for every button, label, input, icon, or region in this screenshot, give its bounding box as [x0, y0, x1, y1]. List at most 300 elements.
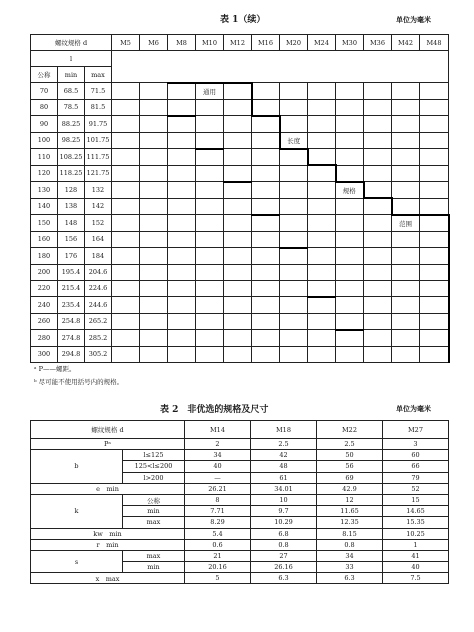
- t1-grid-cell: [364, 99, 392, 116]
- t1-grid-cell: [196, 264, 224, 280]
- t1-grid-cell: [392, 248, 420, 265]
- t1-grid-cell: [280, 231, 308, 248]
- table-row: [31, 231, 449, 248]
- t1-grid-cell: [308, 215, 336, 232]
- t1-grid-cell: [280, 264, 308, 280]
- t1-grid-cell: [112, 330, 140, 347]
- table-row: [31, 539, 449, 550]
- t1-grid-cell: [252, 248, 280, 265]
- t1-grid-cell: [196, 313, 224, 330]
- table-row: [31, 248, 449, 265]
- t2-cell: 8.15: [317, 528, 383, 539]
- t2-cell: 10: [251, 494, 317, 505]
- t1-grid-cell: [168, 280, 196, 297]
- t2-cell: 69: [317, 472, 383, 483]
- t1-cell: 128: [58, 182, 85, 199]
- t1-grid-cell: [252, 231, 280, 248]
- table-row: [31, 439, 449, 450]
- t2-cell: 66: [383, 461, 449, 472]
- t1-grid-cell: [140, 83, 168, 100]
- t1-grid-cell: [196, 215, 224, 232]
- t1-cell: 265.2: [85, 313, 112, 330]
- t1-size: M20: [280, 35, 308, 51]
- t1-size: M5: [112, 35, 140, 51]
- t1-grid-cell: [364, 198, 392, 215]
- t1-header-label: 螺纹规格 d: [31, 35, 112, 51]
- table-row: [31, 450, 449, 461]
- t1-grid-cell: [392, 346, 420, 362]
- t1-grid-cell: [168, 248, 196, 265]
- t1-grid-cell: [336, 330, 364, 347]
- t1-grid-cell: [140, 330, 168, 347]
- t1-cell: 305.2: [85, 346, 112, 362]
- t2-label: kw min: [31, 528, 185, 539]
- t1-grid-cell: [280, 198, 308, 215]
- t1-cell: 235.4: [58, 297, 85, 314]
- t1-grid-cell: [140, 99, 168, 116]
- t1-grid-cell: [280, 182, 308, 199]
- t1-grid-cell: [420, 215, 449, 232]
- t1-grid-cell: [224, 313, 252, 330]
- t2-cell: 15.35: [383, 517, 449, 528]
- t1-grid-cell: [224, 198, 252, 215]
- t1-grid-cell: [336, 149, 364, 166]
- t1-grid-cell: [364, 264, 392, 280]
- t1-grid-cell: [252, 297, 280, 314]
- t1-grid-cell: [168, 264, 196, 280]
- t1-grid-cell: [224, 346, 252, 362]
- t1-grid-cell: [308, 99, 336, 116]
- t1-grid-cell: [196, 248, 224, 265]
- t1-cell: 71.5: [85, 83, 112, 100]
- t1-grid-cell: [252, 116, 280, 133]
- table-row: [31, 215, 449, 232]
- t1-cell: 152: [85, 215, 112, 232]
- t1-grid-cell: [308, 297, 336, 314]
- t1-grid-cell: [140, 116, 168, 133]
- t2-label: r min: [31, 539, 185, 550]
- t1-grid-cell: [392, 165, 420, 182]
- t2-cell: 1: [383, 539, 449, 550]
- t2-cell: 6.3: [317, 573, 383, 584]
- table-row: [31, 182, 449, 199]
- note-b: ᵇ 尽可能不使用括号内的规格。: [34, 378, 124, 386]
- t2-cond: l≤125: [123, 450, 185, 461]
- table-row: [31, 297, 449, 314]
- t1-grid-cell: [196, 182, 224, 199]
- t1-cell: 274.8: [58, 330, 85, 347]
- t1-grid-cell: [420, 280, 449, 297]
- t2-cell: 26.16: [251, 562, 317, 573]
- t1-grid-cell: [112, 132, 140, 149]
- t1-grid-cell: [420, 99, 449, 116]
- t1-grid-cell: [112, 116, 140, 133]
- t1-cell: 224.6: [85, 280, 112, 297]
- t2-cell: 6.3: [251, 573, 317, 584]
- t1-grid-cell: [392, 99, 420, 116]
- t1-grid-cell: [196, 116, 224, 133]
- t1-grid-cell: [112, 346, 140, 362]
- t1-grid-cell: [168, 99, 196, 116]
- t1-grid-cell: [140, 346, 168, 362]
- t1-grid-cell: [112, 248, 140, 265]
- table2: [30, 420, 449, 584]
- t1-grid-cell: [308, 149, 336, 166]
- t1-cell: 78.5: [58, 99, 85, 116]
- table-row: [31, 264, 449, 280]
- t1-cell: 244.6: [85, 297, 112, 314]
- t2-cell: 20.16: [185, 562, 251, 573]
- t1-cell: 140: [31, 198, 58, 215]
- t1-grid-cell: [392, 297, 420, 314]
- t1-grid-cell: [336, 313, 364, 330]
- t1-grid-cell: [196, 330, 224, 347]
- t1-cell: 138: [58, 198, 85, 215]
- t1-size: M36: [364, 35, 392, 51]
- t1-grid-cell: [252, 313, 280, 330]
- t1-grid-cell: [336, 231, 364, 248]
- t1-grid-cell: [168, 198, 196, 215]
- t1-grid-cell: [252, 330, 280, 347]
- t2-size: M14: [185, 421, 251, 439]
- t1-grid-cell: [392, 280, 420, 297]
- t1-grid-cell: [364, 182, 392, 199]
- t1-grid-cell: [140, 149, 168, 166]
- t1-grid-cell: [112, 215, 140, 232]
- t1-grid-cell: [420, 132, 449, 149]
- t1-cell: 200: [31, 264, 58, 280]
- t1-grid-cell: [336, 198, 364, 215]
- t1-cell: 68.5: [58, 83, 85, 100]
- t2-cell: 15: [383, 494, 449, 505]
- t1-grid-cell: [420, 231, 449, 248]
- t1-size: M8: [168, 35, 196, 51]
- t1-grid-cell: [364, 248, 392, 265]
- table-row: [31, 149, 449, 166]
- t1-grid-cell: [140, 215, 168, 232]
- t2-cell: 56: [317, 461, 383, 472]
- t2-cell: 2.5: [317, 439, 383, 450]
- t1-grid-cell: [224, 264, 252, 280]
- t1-cell: 101.75: [85, 132, 112, 149]
- t1-grid-cell: [392, 264, 420, 280]
- t1-grid-cell: [336, 83, 364, 100]
- t1-grid-cell: [168, 149, 196, 166]
- t1-grid-cell: [112, 99, 140, 116]
- t1-grid-cell: [140, 231, 168, 248]
- t1-grid-cell: [364, 132, 392, 149]
- region-label: 范围: [392, 215, 420, 232]
- t1-grid-cell: [420, 149, 449, 166]
- region-label: 长度: [280, 132, 308, 149]
- t1-cell: 120: [31, 165, 58, 182]
- table-row: [31, 483, 449, 494]
- t1-cell: 121.75: [85, 165, 112, 182]
- table2-unit: 单位为毫米: [396, 404, 431, 413]
- t1-grid-cell: [280, 83, 308, 100]
- t1-grid-cell: [308, 165, 336, 182]
- t2-cell: 6.8: [251, 528, 317, 539]
- t1-grid-cell: [308, 264, 336, 280]
- t2-cond: 125<l≤200: [123, 461, 185, 472]
- t2-cond: max: [123, 550, 185, 561]
- t1-grid-cell: [280, 99, 308, 116]
- t2-cell: 27: [251, 550, 317, 561]
- t1-grid-cell: [420, 313, 449, 330]
- t1-grid-cell: [336, 264, 364, 280]
- t2-cell: 14.65: [383, 506, 449, 517]
- t2-cell: 33: [317, 562, 383, 573]
- t1-grid-cell: [224, 165, 252, 182]
- t1-grid-cell: [364, 297, 392, 314]
- t1-cell: 294.8: [58, 346, 85, 362]
- t1-grid-cell: [336, 297, 364, 314]
- t2-size: M27: [383, 421, 449, 439]
- t1-grid-cell: [420, 248, 449, 265]
- t1-cell: 220: [31, 280, 58, 297]
- t1-cell: 180: [31, 248, 58, 265]
- t1-grid-cell: [280, 248, 308, 265]
- t1-cell: 148: [58, 215, 85, 232]
- t1-grid-cell: [224, 330, 252, 347]
- t1-grid-cell: [280, 116, 308, 133]
- t1-grid-cell: [280, 297, 308, 314]
- t1-grid-cell: [420, 182, 449, 199]
- t1-grid-cell: [112, 149, 140, 166]
- t1-grid-cell: [364, 280, 392, 297]
- t1-grid-cell: [280, 149, 308, 166]
- t1-grid-cell: [196, 149, 224, 166]
- t2-cell: 79: [383, 472, 449, 483]
- t1-grid-cell: [420, 116, 449, 133]
- t1-grid-cell: [168, 313, 196, 330]
- t2-label: x max: [31, 573, 185, 584]
- t1-grid-cell: [364, 231, 392, 248]
- t2-cond: 公称: [123, 494, 185, 505]
- region-label: 规格: [336, 182, 364, 199]
- t1-grid-cell: [140, 280, 168, 297]
- t1-grid-cell: [420, 83, 449, 100]
- t1-grid-cell: [308, 182, 336, 199]
- note-a: ᵃ P——螺距。: [34, 365, 76, 373]
- t1-size: M16: [252, 35, 280, 51]
- t2-cell: 40: [185, 461, 251, 472]
- t1-grid-cell: [280, 215, 308, 232]
- t1-cell: 130: [31, 182, 58, 199]
- t1-size: M10: [196, 35, 224, 51]
- t1-grid-cell: [392, 83, 420, 100]
- t2-cell: 0.8: [251, 539, 317, 550]
- table-row: [31, 494, 449, 505]
- t2-label: s: [31, 550, 123, 572]
- t2-cell: 10.25: [383, 528, 449, 539]
- t2-header-label: 螺纹规格 d: [31, 421, 185, 439]
- t2-cond: min: [123, 562, 185, 573]
- t2-cell: 7.71: [185, 506, 251, 517]
- t2-cell: 8.29: [185, 517, 251, 528]
- t1-grid-cell: [196, 346, 224, 362]
- t1-grid-cell: [392, 116, 420, 133]
- t1-grid-cell: [252, 346, 280, 362]
- table-header-row: [31, 35, 449, 51]
- t1-size: M12: [224, 35, 252, 51]
- t1-grid-cell: [140, 313, 168, 330]
- t1-cell: 70: [31, 83, 58, 100]
- t2-cell: 40: [383, 562, 449, 573]
- t1-grid-cell: [252, 83, 280, 100]
- t1-grid-cell: [112, 280, 140, 297]
- t1-grid-cell: [112, 231, 140, 248]
- table1-caption: 表 1（续）: [220, 15, 266, 25]
- t1-cell: 111.75: [85, 149, 112, 166]
- t1-grid-cell: [168, 165, 196, 182]
- t1-grid-cell: [336, 132, 364, 149]
- t1-grid-cell: [140, 248, 168, 265]
- t1-grid-cell: [420, 165, 449, 182]
- t1-grid-cell: [392, 149, 420, 166]
- t2-cond: max: [123, 517, 185, 528]
- t1-grid-cell: [392, 132, 420, 149]
- t2-cell: 11.65: [317, 506, 383, 517]
- t2-cell: 26.21: [185, 483, 251, 494]
- t1-grid-cell: [112, 264, 140, 280]
- t1-grid-cell: [168, 83, 196, 100]
- t1-grid-cell: [308, 346, 336, 362]
- t1-grid-cell: [196, 165, 224, 182]
- t1-grid-cell: [140, 198, 168, 215]
- t1-grid-cell: [252, 132, 280, 149]
- table-row: [31, 116, 449, 133]
- t1-grid-cell: [420, 297, 449, 314]
- t1-grid-cell: [364, 346, 392, 362]
- t1-cell: 132: [85, 182, 112, 199]
- t1-grid-cell: [252, 280, 280, 297]
- t1-grid-cell: [336, 116, 364, 133]
- t1-cell: 81.5: [85, 99, 112, 116]
- t2-label: b: [31, 450, 123, 484]
- t1-grid-cell: [252, 149, 280, 166]
- t1-grid-cell: [112, 165, 140, 182]
- t2-cell: 34: [185, 450, 251, 461]
- table-row: [31, 280, 449, 297]
- t2-label: Pᵃ: [31, 439, 185, 450]
- t1-grid-cell: [392, 231, 420, 248]
- t1-cell: 195.4: [58, 264, 85, 280]
- t2-cell: 12: [317, 494, 383, 505]
- t1-grid-cell: [280, 346, 308, 362]
- t1-cell: 142: [85, 198, 112, 215]
- t2-cell: 9.7: [251, 506, 317, 517]
- t1-grid-cell: [196, 132, 224, 149]
- t1-grid-cell: [168, 297, 196, 314]
- t1-grid-cell: [140, 297, 168, 314]
- t1-grid-cell: [336, 346, 364, 362]
- t1-size: M48: [420, 35, 449, 51]
- table-row: [31, 528, 449, 539]
- t1-grid-cell: [112, 182, 140, 199]
- t1-subheader: min: [58, 67, 85, 83]
- t2-cell: 12.35: [317, 517, 383, 528]
- t1-grid-cell: [140, 165, 168, 182]
- t1-grid-cell: [140, 132, 168, 149]
- t1-cell: 88.25: [58, 116, 85, 133]
- t1-grid-cell: [364, 313, 392, 330]
- t1-size: M42: [392, 35, 420, 51]
- t2-cell: 2: [185, 439, 251, 450]
- t1-l-label: l: [31, 51, 112, 67]
- t1-grid-cell: [224, 231, 252, 248]
- t1-grid-cell: [224, 132, 252, 149]
- t1-grid-cell: [252, 198, 280, 215]
- t2-cell: —: [185, 472, 251, 483]
- table2-caption: 表 2 非优选的规格及尺寸: [160, 405, 269, 415]
- t1-grid-cell: [224, 297, 252, 314]
- t1-grid-cell: [308, 231, 336, 248]
- t1-cell: 108.25: [58, 149, 85, 166]
- t1-grid-cell: [420, 264, 449, 280]
- t2-cell: 0.8: [317, 539, 383, 550]
- t1-grid-cell: [336, 99, 364, 116]
- t1-grid-cell: [112, 297, 140, 314]
- t1-grid-cell: [224, 248, 252, 265]
- t1-cell: 240: [31, 297, 58, 314]
- t2-cell: 8: [185, 494, 251, 505]
- t2-cell: 5.4: [185, 528, 251, 539]
- table-row: [31, 83, 449, 100]
- t1-grid-cell: [308, 330, 336, 347]
- t2-cell: 21: [185, 550, 251, 561]
- t1-grid-cell: [140, 182, 168, 199]
- t1-grid-cell: [168, 116, 196, 133]
- t1-cell: 118.25: [58, 165, 85, 182]
- t1-cell: 160: [31, 231, 58, 248]
- t1-cell: 204.6: [85, 264, 112, 280]
- t1-grid-cell: [168, 215, 196, 232]
- table1-unit: 单位为毫米: [396, 15, 431, 24]
- t1-grid-cell: [364, 83, 392, 100]
- t1-subheader: max: [85, 67, 112, 83]
- t1-blank: [112, 51, 449, 83]
- table1: [30, 34, 450, 363]
- t1-grid-cell: [420, 346, 449, 362]
- table-row: [31, 165, 449, 182]
- t2-label: e min: [31, 483, 185, 494]
- t1-grid-cell: [336, 165, 364, 182]
- t2-size: M18: [251, 421, 317, 439]
- table-row: [31, 132, 449, 149]
- t1-cell: 215.4: [58, 280, 85, 297]
- table-row: [31, 99, 449, 116]
- t1-grid-cell: [308, 116, 336, 133]
- t1-grid-cell: [364, 149, 392, 166]
- t1-grid-cell: [308, 198, 336, 215]
- t1-grid-cell: [112, 313, 140, 330]
- t1-cell: 100: [31, 132, 58, 149]
- t1-grid-cell: [392, 182, 420, 199]
- table-row: [31, 550, 449, 561]
- t1-grid-cell: [364, 116, 392, 133]
- t1-grid-cell: [224, 99, 252, 116]
- t1-grid-cell: [112, 83, 140, 100]
- t1-size: M30: [336, 35, 364, 51]
- t2-cell: 61: [251, 472, 317, 483]
- t1-grid-cell: [308, 248, 336, 265]
- t1-size: M6: [140, 35, 168, 51]
- t1-grid-cell: [308, 280, 336, 297]
- t1-grid-cell: [280, 165, 308, 182]
- t1-cell: 110: [31, 149, 58, 166]
- t1-size: M24: [308, 35, 336, 51]
